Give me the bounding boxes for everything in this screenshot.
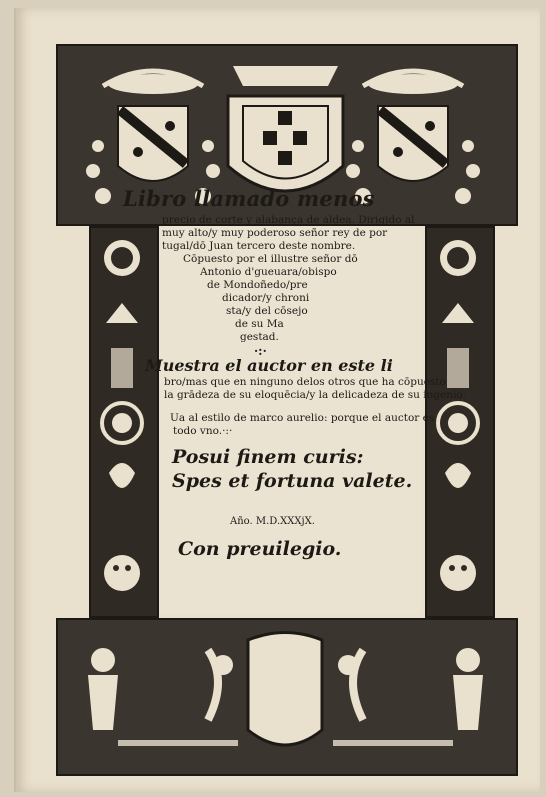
estilo-line-2: todo vno.·:·	[173, 425, 233, 437]
cherub-figure-icon	[91, 648, 115, 672]
body-line-1: precio de corte y alabança de aldea. Dirigido al	[162, 214, 415, 226]
body-line-2: muy alto/y muy poderoso señor rey de por	[162, 227, 388, 239]
muestra-line-2: la grādeza de su eloquēcia/y la delicadeza de su ingenio.	[164, 389, 466, 401]
woodcut-frame	[56, 44, 514, 772]
body-line-5: Antonio d'gueuara/obispo	[200, 266, 337, 278]
body-line-8: sta/y del cōsejo	[226, 305, 308, 317]
bottom-figural-band	[56, 618, 518, 776]
book-title: Libro llamado menos	[123, 186, 375, 211]
left-ornamental-pillar	[89, 226, 159, 618]
body-line-4: Cōpuesto por el illustre señor dō	[183, 253, 358, 265]
body-line-3: tugal/dō Juan tercero deste nombre.	[162, 240, 356, 252]
estilo-line-1: Ua al estilo de marco aurelio: porque el auctor es	[170, 412, 435, 424]
muestra-heading: Muestra el auctor en este li	[145, 356, 393, 375]
publication-year: Año. M.D.XXXjX.	[230, 516, 315, 527]
separator-1: ·:·	[254, 344, 267, 358]
privilege-line: Con preuilegio.	[178, 538, 342, 560]
blank-shield-icon	[248, 633, 322, 746]
body-line-9: de su Ma	[235, 318, 284, 330]
motto-line-1: Posui finem curis:	[172, 446, 364, 468]
motto-line-2: Spes et fortuna valete.	[172, 470, 413, 492]
royal-arms-portugal-icon	[228, 66, 343, 191]
body-line-10: gestad.	[240, 331, 279, 343]
mask-face-icon	[440, 555, 476, 591]
right-ornamental-pillar	[425, 226, 495, 618]
muestra-line-1: bro/mas que en ninguno delos otros que ha cōpuesto	[164, 376, 446, 388]
body-line-6: de Mondoñedo/pre	[207, 279, 308, 291]
mask-face-icon	[104, 555, 140, 591]
body-line-7: dicador/y chroni	[222, 292, 310, 304]
